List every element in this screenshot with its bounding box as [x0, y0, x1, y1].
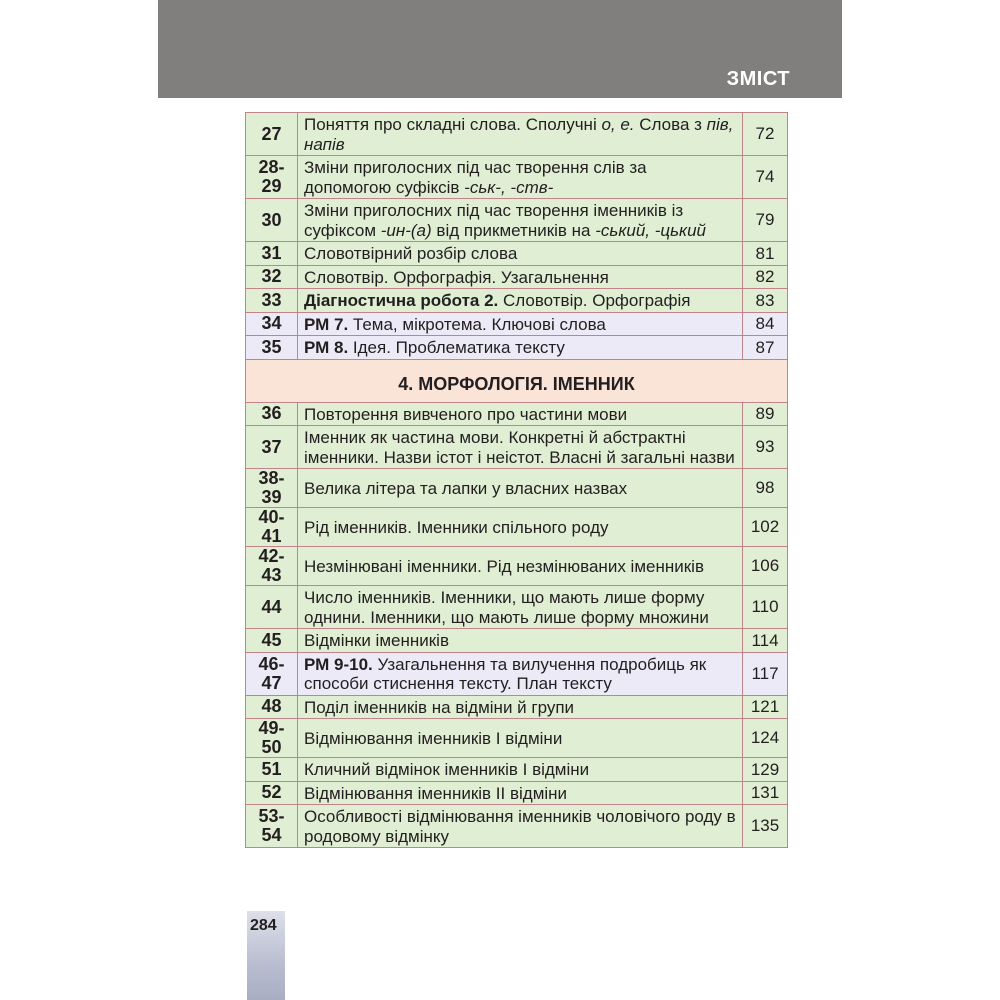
lesson-number: 42- 43 [246, 547, 298, 586]
lesson-number: 49- 50 [246, 719, 298, 758]
table-row [246, 242, 788, 266]
page-ref: 129 [743, 758, 788, 782]
table-of-contents [245, 112, 788, 848]
lesson-title: Кличний відмінок іменників І відміни [298, 758, 743, 782]
table-row [246, 758, 788, 782]
page-ref: 81 [743, 242, 788, 266]
lesson-title: РМ 7. Тема, мікротема. Ключові слова [298, 312, 743, 336]
lesson-number: 32 [246, 265, 298, 289]
page-ref: 117 [743, 652, 788, 695]
table-row [246, 113, 788, 156]
header-bar [158, 0, 842, 98]
page-ref: 135 [743, 805, 788, 848]
table-row [246, 695, 788, 719]
lesson-number: 53- 54 [246, 805, 298, 848]
table-row [246, 586, 788, 629]
lesson-title: Рід іменників. Іменники спільного роду [298, 508, 743, 547]
page-ref: 114 [743, 629, 788, 653]
page-ref: 124 [743, 719, 788, 758]
lesson-number: 36 [246, 402, 298, 426]
page-ref: 83 [743, 289, 788, 313]
section-title: 4. МОРФОЛОГІЯ. ІМЕННИК [246, 359, 788, 402]
lesson-number: 34 [246, 312, 298, 336]
table-row [246, 336, 788, 360]
section-header-row [246, 359, 788, 402]
lesson-title: Незмінювані іменники. Рід незмінюваних іменників [298, 547, 743, 586]
lesson-title: Іменник як частина мови. Конкретні й абстрактні іменники. Назви істот і неістот. Власні й загальні назви [298, 426, 743, 469]
table-row [246, 426, 788, 469]
lesson-title: Зміни приголосних під час творення слів за допомогою суфіксів -ськ-, -ств- [298, 156, 743, 199]
lesson-number: 51 [246, 758, 298, 782]
table-row [246, 508, 788, 547]
page-ref: 72 [743, 113, 788, 156]
page-ref: 121 [743, 695, 788, 719]
lesson-number: 44 [246, 586, 298, 629]
page-ref: 82 [743, 265, 788, 289]
table-row [246, 805, 788, 848]
table-row [246, 547, 788, 586]
page-ref: 93 [743, 426, 788, 469]
lesson-title: Відмінювання іменників ІІ відміни [298, 781, 743, 805]
lesson-number: 27 [246, 113, 298, 156]
lesson-title: Зміни приголосних під час творення іменників із суфіксом -ин-(а) від прикметників на -ський, -цький [298, 199, 743, 242]
page-ref: 84 [743, 312, 788, 336]
table-row [246, 199, 788, 242]
lesson-number: 45 [246, 629, 298, 653]
page-ref: 79 [743, 199, 788, 242]
lesson-title: Особливості відмінювання іменників чоловічого роду в родовому відмінку [298, 805, 743, 848]
table-row [246, 312, 788, 336]
lesson-number: 33 [246, 289, 298, 313]
page-ref: 89 [743, 402, 788, 426]
page-ref: 110 [743, 586, 788, 629]
page-number: 284 [250, 917, 277, 934]
table-row [246, 402, 788, 426]
table-row [246, 156, 788, 199]
lesson-number: 28- 29 [246, 156, 298, 199]
table-row [246, 265, 788, 289]
lesson-title: Відмінювання іменників І відміни [298, 719, 743, 758]
table-row [246, 781, 788, 805]
lesson-number: 40- 41 [246, 508, 298, 547]
lesson-title: РМ 8. Ідея. Проблематика тексту [298, 336, 743, 360]
lesson-number: 37 [246, 426, 298, 469]
lesson-number: 30 [246, 199, 298, 242]
lesson-title: Велика літера та лапки у власних назвах [298, 469, 743, 508]
table-row [246, 469, 788, 508]
lesson-title: Відмінки іменників [298, 629, 743, 653]
page-ref: 106 [743, 547, 788, 586]
lesson-number: 35 [246, 336, 298, 360]
lesson-number: 31 [246, 242, 298, 266]
table-row [246, 629, 788, 653]
lesson-title: Поділ іменників на відміни й групи [298, 695, 743, 719]
lesson-title: Діагностична робота 2. Словотвір. Орфографія [298, 289, 743, 313]
table-row [246, 652, 788, 695]
page-ref: 131 [743, 781, 788, 805]
page-title: ЗМІСТ [726, 68, 790, 90]
page-ref: 74 [743, 156, 788, 199]
lesson-title: Число іменників. Іменники, що мають лише форму однини. Іменники, що мають лише форму множини [298, 586, 743, 629]
lesson-title: Словотвірний розбір слова [298, 242, 743, 266]
lesson-number: 38- 39 [246, 469, 298, 508]
lesson-title: Поняття про складні слова. Сполучні о, е. Слова з пів, напів [298, 113, 743, 156]
lesson-title: Повторення вивченого про частини мови [298, 402, 743, 426]
page-ref: 102 [743, 508, 788, 547]
page-ref: 98 [743, 469, 788, 508]
table-row [246, 289, 788, 313]
lesson-title: Словотвір. Орфографія. Узагальнення [298, 265, 743, 289]
lesson-number: 48 [246, 695, 298, 719]
lesson-number: 46- 47 [246, 652, 298, 695]
lesson-number: 52 [246, 781, 298, 805]
table-row [246, 719, 788, 758]
lesson-title: РМ 9-10. Узагальнення та вилучення подробиць як способи стиснення тексту. План тексту [298, 652, 743, 695]
page-ref: 87 [743, 336, 788, 360]
